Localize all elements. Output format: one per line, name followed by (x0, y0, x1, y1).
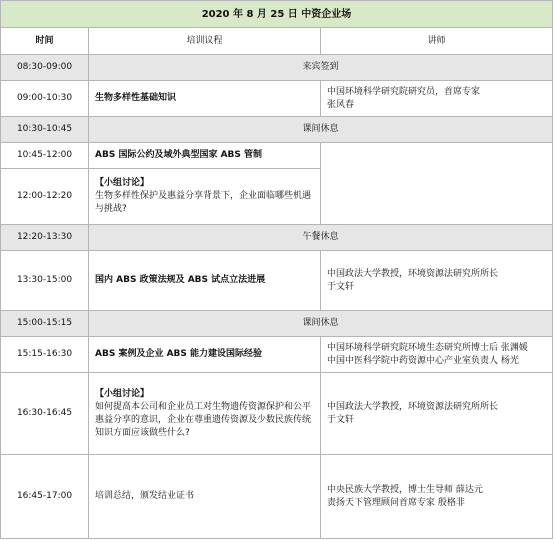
break-label: 课间休息 (89, 117, 553, 143)
row-session (1, 143, 553, 169)
speaker-cell (321, 455, 553, 539)
discussion-heading: 【小组讨论】 (95, 178, 150, 188)
discussion-question: 生物多样性保护及惠益分享背景下，企业面临哪些机遇与挑战? (95, 191, 312, 214)
speaker-line: 责扬天下管理顾问首席专家 殷格非 (327, 497, 465, 508)
row-discussion (1, 373, 553, 455)
title-row (1, 1, 553, 28)
time-cell: 10:45-12:00 (1, 143, 89, 169)
time-cell: 10:30-10:45 (1, 117, 89, 143)
speaker-cell (321, 337, 553, 373)
speaker-line: 中国环境科学研究院环境生态研究所博士后 张渊媛 (327, 342, 528, 353)
discussion-question: 如何提高本公司和企业员工对生物遗传资源保护和公平惠益分享的意识，企业在尊重遗传资源及少数民族传统知识方面应该做些什么? (95, 401, 312, 438)
time-cell: 16:30-16:45 (1, 373, 89, 455)
topic-cell: ABS 国际公约及域外典型国家 ABS 管制 (89, 143, 321, 169)
speaker-name: 于文轩 (327, 281, 355, 292)
time-cell: 08:30-09:00 (1, 55, 89, 81)
header-topic: 培训议程 (89, 28, 321, 55)
break-label: 课间休息 (89, 311, 553, 337)
break-label: 午餐休息 (89, 225, 553, 251)
row-session (1, 251, 553, 311)
row-session (1, 337, 553, 373)
speaker-cell (321, 143, 553, 225)
row-checkin (1, 55, 553, 81)
header-time: 时间 (1, 28, 89, 55)
speaker-title: 中国政法大学教授，环境资源法研究所所长 (327, 268, 499, 279)
row-lunch (1, 225, 553, 251)
speaker-cell (321, 373, 553, 455)
row-break (1, 117, 553, 143)
topic-cell: ABS 案例及企业 ABS 能力建设国际经验 (89, 337, 321, 373)
topic-cell (89, 169, 321, 225)
topic-cell: 国内 ABS 政策法规及 ABS 试点立法进展 (89, 251, 321, 311)
speaker-cell (321, 251, 553, 311)
speaker-name: 张风春 (327, 99, 355, 110)
header-row (1, 28, 553, 55)
speaker-title: 中国政法大学教授，环境资源法研究所所长 (327, 401, 499, 412)
speaker-line: 中国中医科学院中药资源中心产业室负责人 杨光 (327, 355, 519, 366)
row-session (1, 81, 553, 117)
time-cell: 12:20-13:30 (1, 225, 89, 251)
time-cell: 12:00-12:20 (1, 169, 89, 225)
header-speaker: 讲师 (321, 28, 553, 55)
time-cell: 09:00-10:30 (1, 81, 89, 117)
break-label: 来宾签到 (89, 55, 553, 81)
speaker-name: 于文轩 (327, 414, 355, 425)
time-cell: 13:30-15:00 (1, 251, 89, 311)
time-cell: 15:15-16:30 (1, 337, 89, 373)
topic-cell: 培训总结，颁发结业证书 (89, 455, 321, 539)
discussion-heading: 【小组讨论】 (95, 388, 150, 399)
row-break (1, 311, 553, 337)
time-cell: 16:45-17:00 (1, 455, 89, 539)
speaker-title: 中国环境科学研究院研究员，首席专家 (327, 86, 481, 97)
row-closing (1, 455, 553, 539)
time-cell: 15:00-15:15 (1, 311, 89, 337)
speaker-cell (321, 81, 553, 117)
topic-cell: 生物多样性基础知识 (89, 81, 321, 117)
topic-cell (89, 373, 321, 455)
speaker-line: 中央民族大学教授，博士生导师 薛达元 (327, 484, 483, 495)
schedule-title: 2020 年 8 月 25 日 中资企业场 (1, 1, 553, 28)
